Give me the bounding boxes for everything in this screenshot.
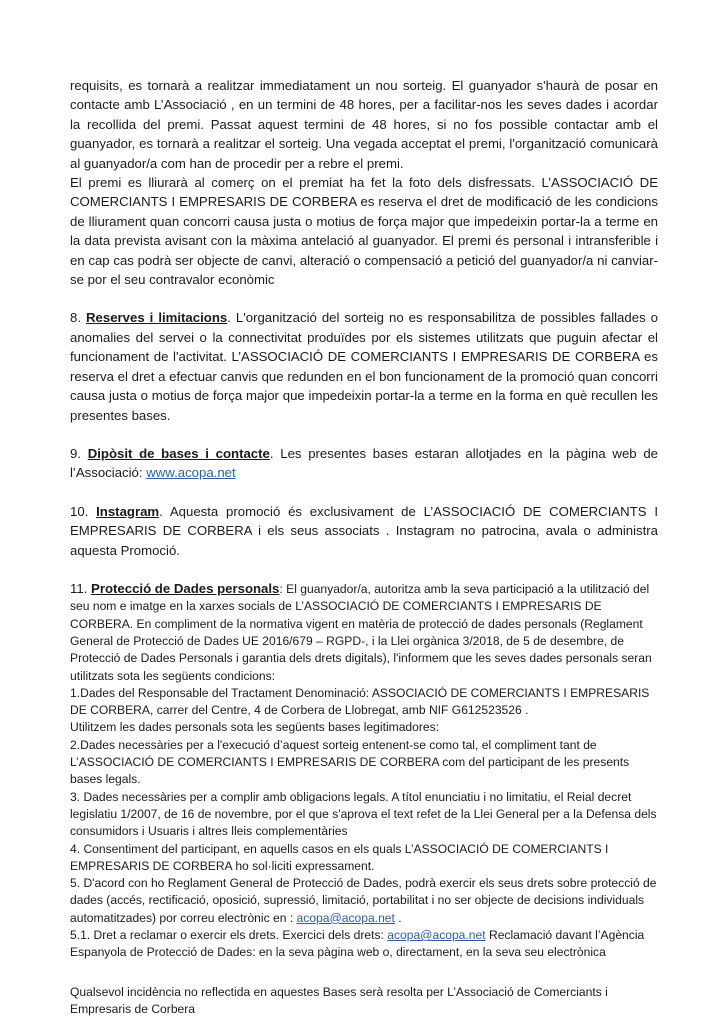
section-8-title: Reserves i limitacions: [86, 310, 228, 326]
legal-basis-item-3: 3. Dades necessàries per a complir amb obligacions legals. A títol enunciatiu i no limitatiu, el Reial decret legislatiu 1/2007, de 16 de novembre, por el que s'aprova el text refet de la Llei General per a la Defensa dels consumidors i Usuaris i altres lleis complementàries: [70, 789, 657, 839]
section-8-number: 8.: [70, 310, 86, 326]
legal-basis-item-4: 4. Consentiment del participant, en aquells casos en els quals L’ASSOCIACIÓ DE COMERCIANTS I EMPRESARIS DE CORBERA ho sol·liciti expressament.: [70, 841, 609, 873]
section-9-body: . Les presentes bases estaran allotjades en la pàgina web de l’Associació:: [70, 445, 658, 481]
document-page: [70, 76, 658, 1018]
email-link-2[interactable]: acopa@acopa.net: [387, 927, 486, 942]
section-8-body: . L'organització del sorteig no es responsabilitza de possibles fallades o anomalies del servei o la connectivitat produïdes por els sistemes utilitzats que puguin afectar el funcionament de l'activitat. L’ASSOCIACIÓ DE COMERCIANTS I EMPRESARIS DE CORBERA es reserva el dret a efectuar canvis que redunden en el bon funcionament de la promoció quan concorri causa justa o motius de força major que impedeixin portar-la a terme en la forma en què recullen les presentes bases.: [70, 310, 658, 423]
section-10-body: . Aquesta promoció és exclusivament de L’ASSOCIACIÓ DE COMERCIANTS I EMPRESARIS DE CORBERA i els seus associats . Instagram no patrocina, avala o administra aquesta Promoció.: [70, 503, 658, 558]
closing-note: Qualsevol incidència no reflectida en aquestes Bases serà resolta per L’Associació de Comerciants i Empresaris de Corbera: [70, 984, 608, 1016]
section-9: [70, 444, 658, 483]
section-11-intro: [70, 579, 658, 685]
email-link[interactable]: acopa@acopa.net: [296, 910, 395, 925]
rights-item-5-end: .: [394, 910, 402, 925]
rights-item-5-1-text: 5.1. Dret a reclamar o exercir els drets. Exercici dels drets:: [70, 927, 388, 942]
section-10: [70, 502, 658, 560]
legal-bases-line: Utilitzem les dades personals sota les següents bases legitimadores:: [70, 720, 440, 735]
section-9-title: Dipòsit de bases i contacte: [87, 445, 270, 461]
section-8: [70, 308, 658, 424]
data-controller-item: 1.Dades del Responsable del Tractament Denominació: ASSOCIACIÓ DE COMERCIANTS I EMPRESARIS DE CORBERA, carrer del Centre, 4 de Corbera de Llobregat, amb NIF G612523526 .: [70, 685, 650, 718]
rights-item-5-1: [70, 927, 658, 962]
rights-item-5-text: 5. D'acord con ho Reglament General de Protecció de Dades, podrà exercir els seus drets sobre protecció de dades (accés, rectificació, oposició, supressió, limitació, portabilitat i no ser objecte de decisions individuals automatitzades) por correu electrònic en :: [70, 876, 657, 925]
paragraph-prize-delivery: El premi es lliurarà al comerç on el premiat ha fet la foto dels disfressats. L’ASSOCIACIÓ DE COMERCIANTS I EMPRESARIS DE CORBERA es reserva el dret de modificació de les condicions de lliurament quan concorri causa justa o motius de força major que impedeixin portar-la a terme en la data prevista avisant con la màxima antelació al guanyador. El premi és personal i intransferible i en cap cas podrà ser objecte de canvi, alteració o compensació a petició del guanyador/a ni canviar-se por el seu contravalor econòmic: [70, 175, 658, 288]
paragraph-winner-contact: requisits, es tornarà a realitzar immediatament un nou sorteig. El guanyador s'haurà de posar en contacte amb L’Associació , en un termini de 48 hores, per a facilitar-nos les seves dades i acordar la recollida del premi. Passat aquest termini de 48 hores, si no fos possible contactar amb el guanyador, es tornarà a realitzar el sorteig. Una vegada acceptat el premi, l'organització comunicarà al guanyador/a com han de procedir per a rebre el premi.: [70, 78, 658, 171]
website-link[interactable]: www.acopa.net: [146, 465, 236, 481]
section-9-number: 9.: [70, 445, 88, 461]
section-11-number: 11.: [70, 580, 92, 596]
section-11-intro-text: : El guanyador/a, autoritza amb la seva participació a la utilització del seu nom e imatge en la xarxes socials de L’ASSOCIACIÓ DE COMERCIANTS I EMPRESARIS DE CORBERA. En compliment de la normativa vigent en matèria de protecció de dades personals (Reglament General de Protecció de Dades UE 2016/679 – RGPD-, i la Llei orgànica 3/2018, de 5 de desembre, de Protecció de Dades Personals i garantia dels drets digitals), l'informem que les seves dades personals seran utilitzats sota les següents condicions:: [70, 581, 652, 683]
section-10-title: Instagram: [96, 503, 160, 519]
rights-item-5-1-rest: Reclamació davant l’Agència Espanyola de Protecció de Dades: en la seva pàgina web o, directament, en la seva seu electrònica: [70, 927, 645, 960]
section-10-number: 10.: [70, 503, 97, 519]
legal-basis-item-2: 2.Dades necessàries per a l'execució d’aquest sorteig entenent-se como tal, el compliment tant de L’ASSOCIACIÓ DE COMERCIANTS I EMPRESARIS DE CORBERA com del participant de les presents bases legals.: [70, 737, 630, 787]
rights-item-5: [70, 875, 658, 927]
section-11-title: Protecció de Dades personals: [91, 580, 280, 596]
